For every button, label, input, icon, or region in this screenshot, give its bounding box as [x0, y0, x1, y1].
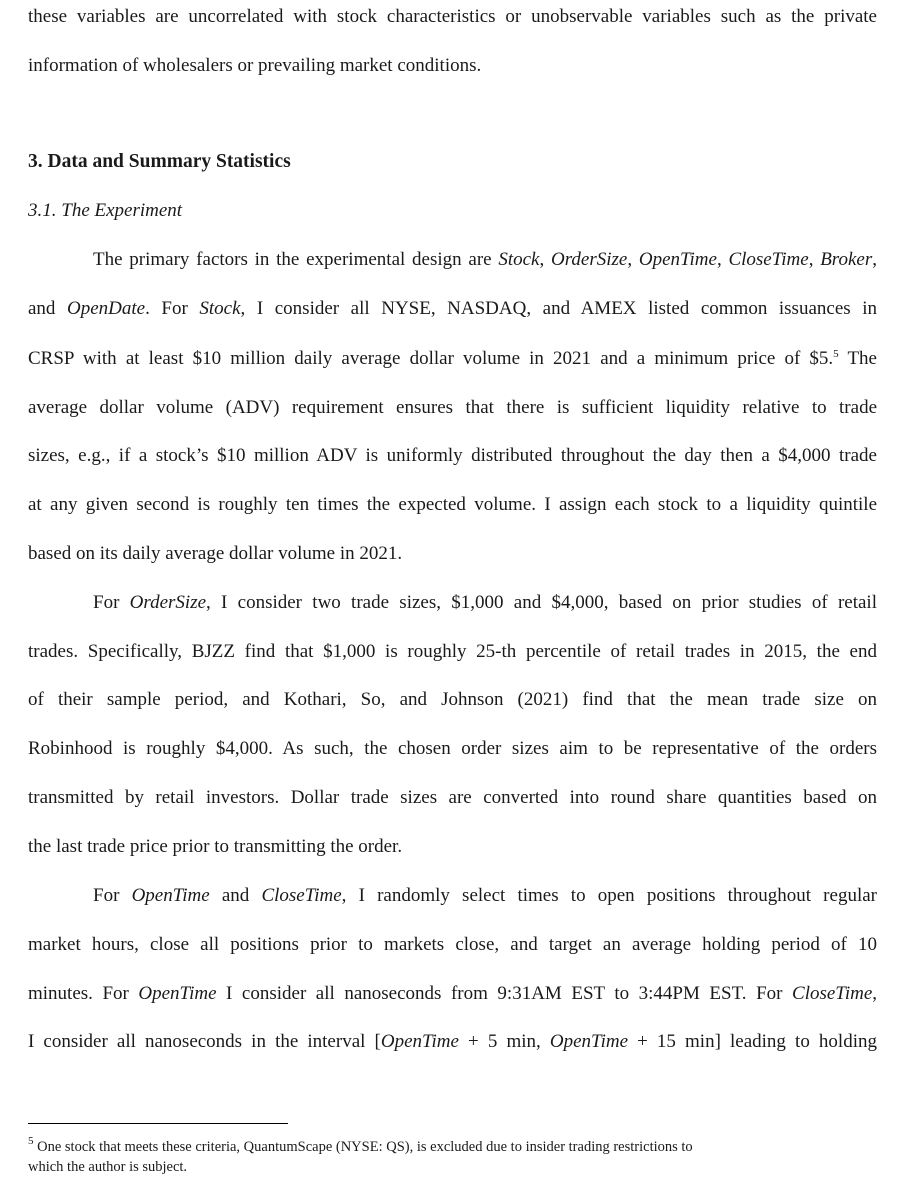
p2-line-1: [93, 591, 877, 615]
text-run: ,: [627, 249, 639, 270]
footnote-mark: 5: [28, 1135, 34, 1148]
italic-term: Stock: [498, 249, 540, 270]
italic-term: OrderSize: [129, 592, 207, 613]
text-run: and: [28, 298, 67, 319]
text-run: I consider all nanoseconds from 9:31AM EST to 3:44PM EST. For: [216, 983, 793, 1004]
text-run: ,: [716, 249, 729, 270]
italic-term: Stock: [199, 298, 241, 319]
p3-line-2: market hours, close all positions prior to markets close, and target an average holding period of 10: [28, 934, 877, 955]
italic-term: OpenDate: [67, 298, 146, 319]
italic-term: OpenTime: [131, 885, 210, 906]
footnote-ref[interactable]: 5: [833, 348, 839, 361]
text-run: minutes. For: [28, 983, 139, 1004]
text-run: The: [838, 348, 877, 369]
text-run: + 5 min,: [458, 1031, 550, 1052]
footnote-text: One stock that meets these criteria, QuantumScape (NYSE: QS), is excluded due to insider trading restrictions to: [33, 1139, 693, 1155]
text-run: ,: [539, 249, 551, 270]
p2-line-6: the last trade price prior to transmitting the order.: [28, 836, 403, 857]
p2-line-5: transmitted by retail investors. Dollar trade sizes are converted into round share quantities based on: [28, 787, 877, 808]
subsection-heading: 3.1. The Experiment: [28, 200, 183, 221]
text-run: I consider all nanoseconds in the interval [: [28, 1031, 381, 1052]
p2-line-4: Robinhood is roughly $4,000. As such, the chosen order sizes aim to be representative of the orders: [28, 738, 877, 759]
italic-term: CloseTime: [792, 983, 873, 1004]
footnote-line-2: which the author is subject.: [28, 1159, 188, 1175]
italic-term: OpenTime: [549, 1031, 628, 1052]
text-run: and: [209, 885, 262, 906]
p2-line-2: trades. Specifically, BJZZ find that $1,000 is roughly 25-th percentile of retail trades in 2015, the end: [28, 641, 877, 662]
footnote-line-1: [28, 1137, 877, 1157]
text-run: CRSP with at least $10 million daily average dollar volume in 2021 and a minimum price of $5.: [28, 348, 834, 369]
p1-line-3: [28, 347, 877, 371]
italic-term: CloseTime: [261, 885, 342, 906]
p1-line-5: sizes, e.g., if a stock’s $10 million ADV is uniformly distributed throughout the day then a $4,000 trade: [28, 445, 877, 466]
intro-line-2: information of wholesalers or prevailing market conditions.: [28, 55, 482, 76]
italic-term: OpenTime: [138, 983, 217, 1004]
intro-line-1: these variables are uncorrelated with stock characteristics or unobservable variables such as the private: [28, 6, 877, 27]
footnote-rule: [28, 1123, 288, 1124]
p1-line-2: [28, 297, 877, 321]
text-run: , I consider all NYSE, NASDAQ, and AMEX listed common issuances in: [240, 298, 877, 319]
section-heading: 3. Data and Summary Statistics: [28, 151, 291, 172]
p1-line-6: at any given second is roughly ten times the expected volume. I assign each stock to a liquidity quintile: [28, 494, 877, 515]
p3-line-4: [28, 1030, 877, 1054]
italic-term: OrderSize: [551, 249, 628, 270]
text-run: For: [93, 592, 130, 613]
p3-line-3: [28, 982, 877, 1006]
text-run: ,: [872, 249, 877, 270]
italic-term: Broker: [820, 249, 873, 270]
p1-line-4: average dollar volume (ADV) requirement ensures that there is sufficient liquidity relative to trade: [28, 397, 877, 418]
italic-term: OpenTime: [380, 1031, 459, 1052]
p1-line-7: based on its daily average dollar volume in 2021.: [28, 543, 403, 564]
text-run: ,: [808, 249, 821, 270]
text-run: The primary factors in the experimental design are: [93, 249, 499, 270]
p2-line-3: of their sample period, and Kothari, So, and Johnson (2021) find that the mean trade size on: [28, 689, 877, 710]
text-run: For: [93, 885, 132, 906]
italic-term: CloseTime: [728, 249, 809, 270]
p3-line-1: [93, 884, 877, 908]
text-run: , I consider two trade sizes, $1,000 and $4,000, based on prior studies of retail: [206, 592, 877, 613]
text-run: ,: [872, 983, 877, 1004]
text-run: , I randomly select times to open positions throughout regular: [341, 885, 877, 906]
text-run: . For: [145, 298, 200, 319]
italic-term: OpenTime: [638, 249, 717, 270]
text-run: + 15 min] leading to holding: [628, 1031, 877, 1052]
p1-line-1: [93, 248, 877, 272]
